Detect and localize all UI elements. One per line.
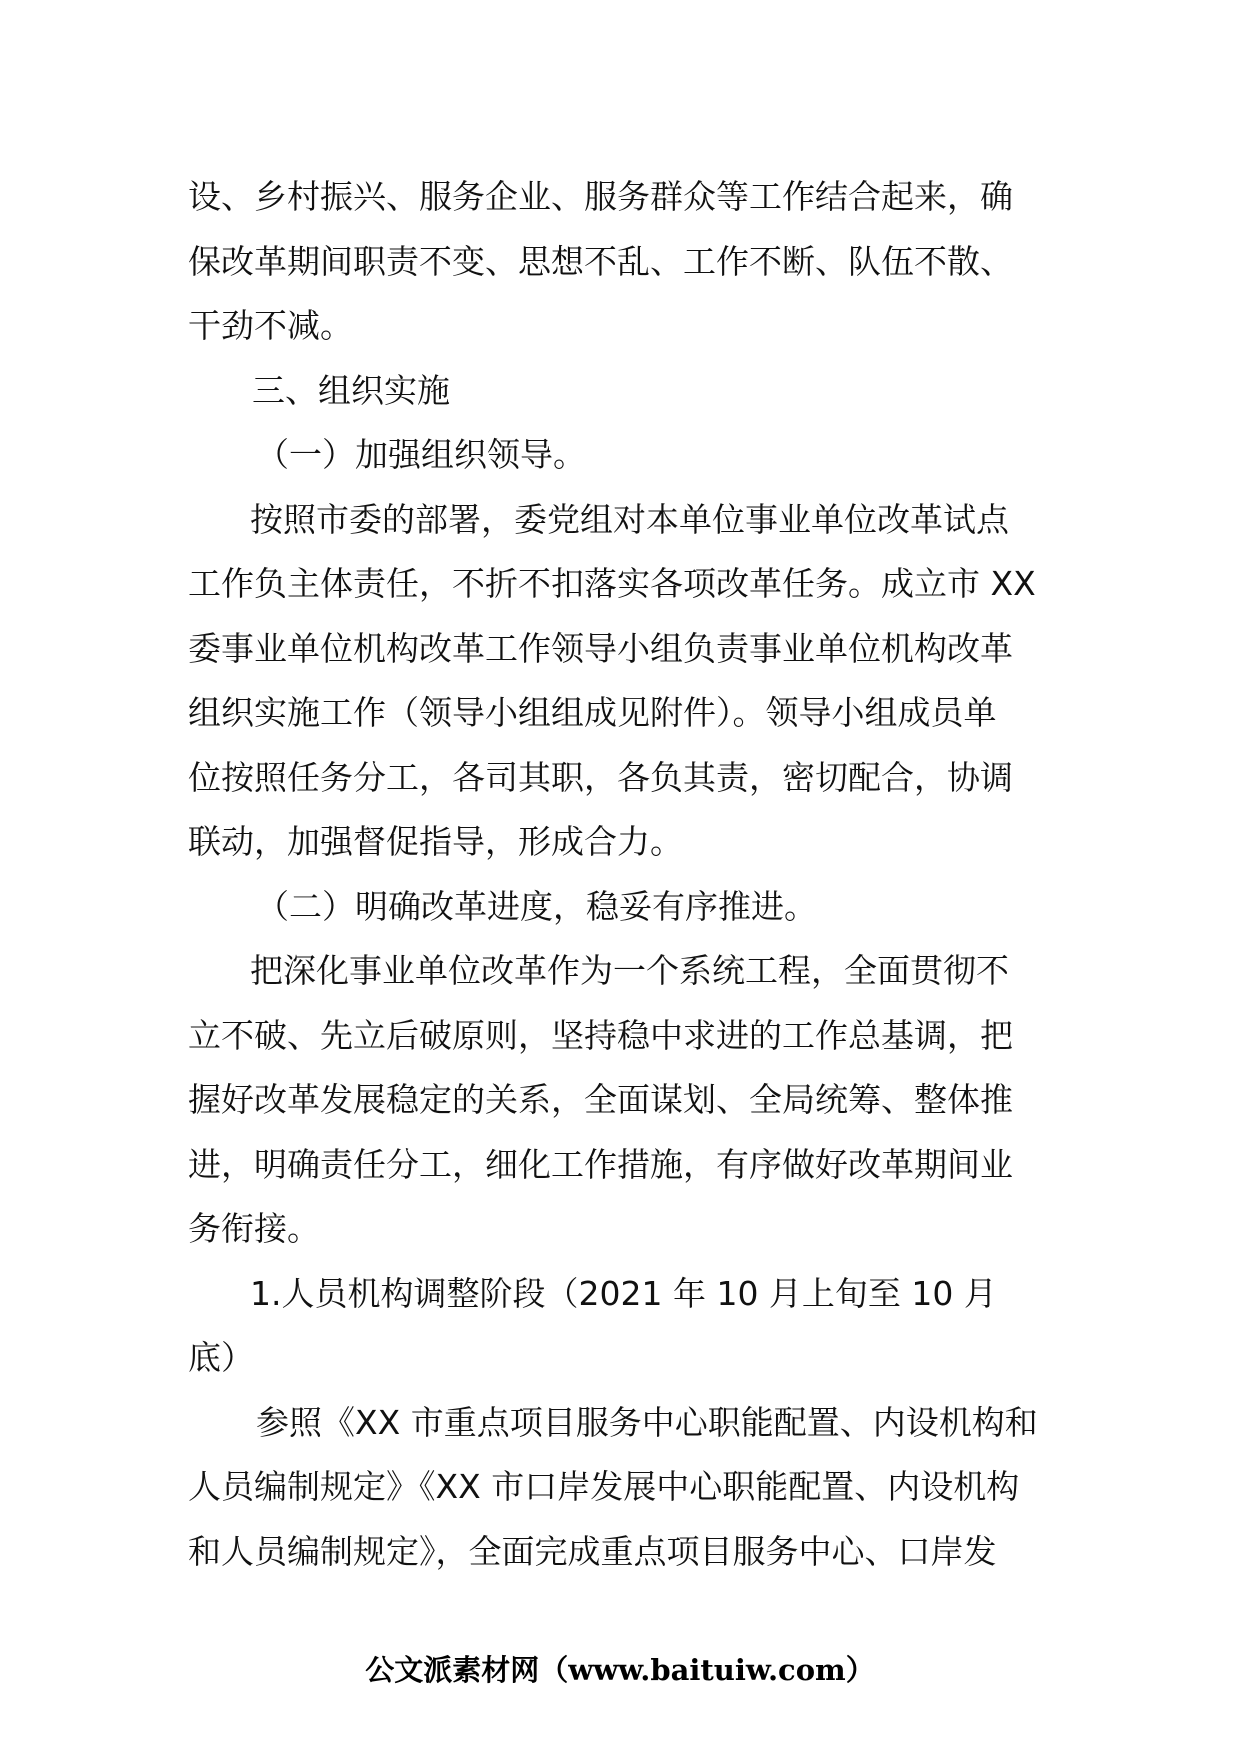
- body-line: 和人员编制规定》，全面完成重点项目服务中心、口岸发: [188, 1531, 997, 1571]
- body-line: 设、乡村振兴、服务企业、服务群众等工作结合起来，确: [188, 177, 1013, 216]
- stage-heading: 1.人员机构调整阶段（2021 年 10 月上旬至 10 月: [250, 1273, 997, 1313]
- body-line: 进，明确责任分工，细化工作措施，有序做好改革期间业: [188, 1144, 1013, 1184]
- body-line: 委事业单位机构改革工作领导小组负责事业单位机构改革: [188, 628, 1013, 668]
- body-line: 人员编制规定》《XX 市口岸发展中心职能配置、内设机构: [188, 1467, 1020, 1506]
- body-line: 参照《XX 市重点项目服务中心职能配置、内设机构和: [256, 1402, 1038, 1442]
- body-line: 握好改革发展稳定的关系，全面谋划、全局统筹、整体推: [188, 1080, 1013, 1119]
- body-line: 干劲不减。: [188, 306, 353, 345]
- body-line: 务衔接。: [188, 1209, 320, 1248]
- subsection-heading: （二）明确改革进度，稳妥有序推进。: [256, 886, 817, 926]
- body-line: 联动，加强督促指导，形成合力。: [188, 822, 683, 861]
- subsection-heading: （一）加强组织领导。: [256, 435, 586, 474]
- footer-watermark: 公文派素材网（www.baituiw.com）: [365, 1653, 875, 1687]
- body-line: 立不破、先立后破原则，坚持稳中求进的工作总基调，把: [188, 1015, 1013, 1055]
- body-line: 保改革期间职责不变、思想不乱、工作不断、队伍不散、: [188, 241, 1013, 281]
- body-line: 组织实施工作（领导小组组成见附件）。领导小组成员单: [188, 693, 997, 732]
- body-line: 把深化事业单位改革作为一个系统工程，全面贯彻不: [250, 951, 1009, 990]
- body-line: 工作负主体责任，不折不扣落实各项改革任务。成立市 XX: [188, 564, 1036, 603]
- body-line: 按照市委的部署，委党组对本单位事业单位改革试点: [250, 499, 1009, 539]
- section-heading: 三、组织实施: [252, 370, 450, 410]
- document-body: [188, 165, 1064, 1584]
- body-line: 底）: [188, 1338, 254, 1377]
- body-line: 位按照任务分工，各司其职，各负其责，密切配合，协调: [188, 757, 1013, 797]
